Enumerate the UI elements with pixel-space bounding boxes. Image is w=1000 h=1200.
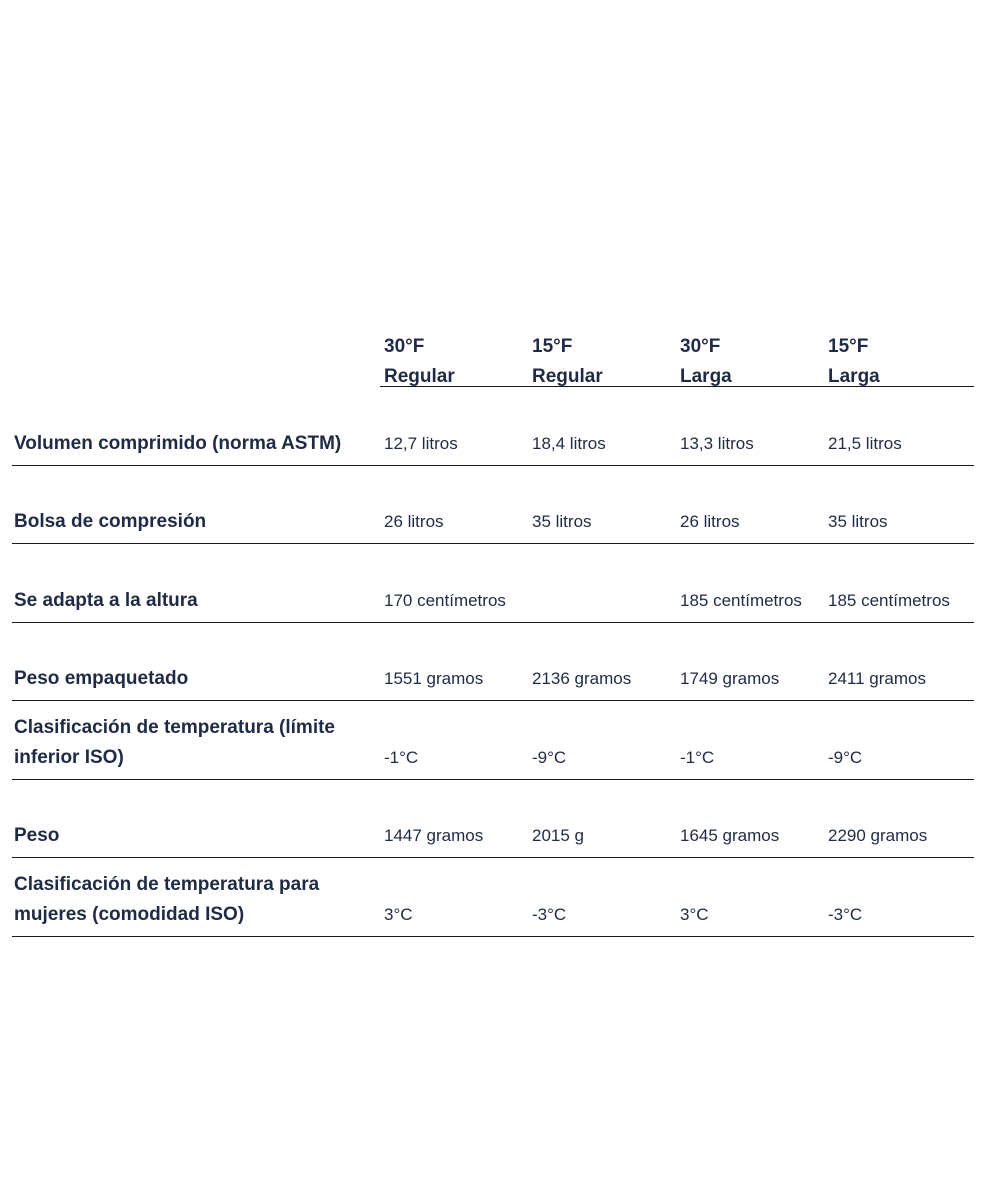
table-row <box>12 544 974 623</box>
table-cell: 2015 g <box>532 826 584 845</box>
table-header <box>12 328 974 387</box>
row-label: Bolsa de compresión <box>14 511 207 532</box>
column-temp: 30°F <box>680 336 721 357</box>
row-label: Clasificación de temperatura (límite inferior ISO) <box>14 716 335 768</box>
table-cell: 1551 gramos <box>384 669 484 688</box>
column-temp: 30°F <box>384 336 425 357</box>
table-cell: 13,3 litros <box>680 433 754 453</box>
table-cell: 2411 gramos <box>828 669 926 688</box>
table-cell: -1°C <box>680 747 715 767</box>
table-cell: 2136 gramos <box>532 669 632 688</box>
row-label: Se adapta a la altura <box>14 589 198 611</box>
column-temp: 15°F <box>828 336 869 357</box>
table-cell: 18,4 litros <box>532 433 606 453</box>
table-row <box>12 623 974 702</box>
table-cell: 1447 gramos <box>384 826 484 845</box>
table-cell: -3°C <box>828 904 863 924</box>
column-size: Regular <box>384 366 455 387</box>
row-label: Volumen comprimido (norma ASTM) <box>14 432 342 454</box>
table-row <box>12 701 974 780</box>
table-cell: 26 litros <box>384 512 444 531</box>
table-cell: 35 litros <box>532 512 592 531</box>
table-row <box>12 466 974 545</box>
table-cell: -3°C <box>532 904 567 924</box>
table-row <box>12 387 974 466</box>
table-cell: 3°C <box>680 904 709 924</box>
column-header <box>828 332 976 392</box>
table-cell: 185 centímetros <box>828 590 950 610</box>
column-temp: 15°F <box>532 336 573 357</box>
column-size: Larga <box>828 366 880 387</box>
table-cell: 1645 gramos <box>680 826 780 845</box>
column-header <box>680 332 828 392</box>
table-cell: 26 litros <box>680 512 740 531</box>
table-cell: 185 centímetros <box>680 590 802 610</box>
column-size: Larga <box>680 366 732 387</box>
row-label: Clasificación de temperatura para mujeres (comodidad ISO) <box>14 873 320 925</box>
table-cell: 21,5 litros <box>828 433 902 453</box>
table-cell: 35 litros <box>828 512 888 531</box>
table-cell: 12,7 litros <box>384 433 458 453</box>
table-cell: 2290 gramos <box>828 826 928 845</box>
table-row <box>12 858 974 937</box>
table-cell: -1°C <box>384 747 419 767</box>
table-cell: 1749 gramos <box>680 669 780 688</box>
table-cell: 170 centímetros <box>384 590 506 610</box>
table-row <box>12 780 974 859</box>
spec-table <box>12 328 974 937</box>
column-header <box>532 332 680 392</box>
table-cell: -9°C <box>828 747 863 767</box>
column-header <box>384 332 532 392</box>
table-cell: -9°C <box>532 747 567 767</box>
row-label: Peso empaquetado <box>14 668 189 689</box>
row-label: Peso <box>14 825 60 846</box>
column-size: Regular <box>532 366 603 387</box>
table-cell: 3°C <box>384 904 413 924</box>
